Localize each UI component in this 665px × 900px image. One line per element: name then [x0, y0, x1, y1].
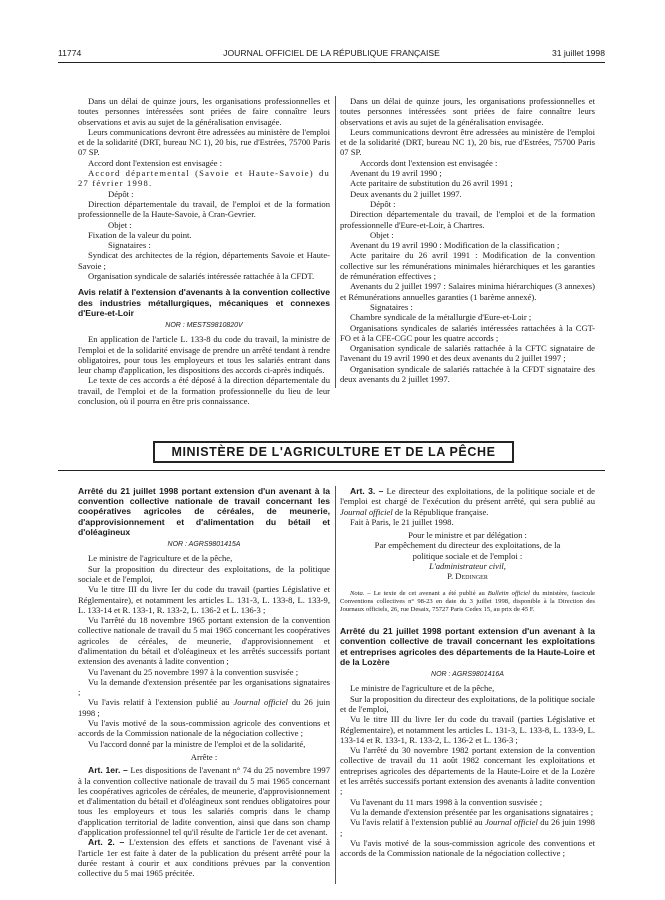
nor-reference: NOR : AGRS9801415A: [167, 541, 241, 549]
paragraph: Accord départemental (Savoie et Haute-Savoie) du 27 février 1998.: [78, 168, 330, 189]
paragraph: Vu l'accord donné par la ministre de l'emploi et de la solidarité,: [88, 738, 306, 749]
journal-name: Journal officiel: [340, 506, 393, 517]
paragraph: Leurs communications devront être adressées au ministère de l'emploi et de la solidarité (DRT, bureau NC 1), 20 bis, rue d'Estrées, 75700 Paris 07 SP.: [340, 126, 595, 158]
nor-reference: NOR : AGRS9801416A: [431, 671, 504, 679]
paragraph: Acte paritaire de substitution du 26 avril 1991 ;: [350, 178, 513, 189]
bottom-left-column: [78, 486, 330, 879]
text-span: du 26 juin 1998 ;: [78, 697, 330, 718]
signature-line: Pour le ministre et par délégation :: [408, 530, 527, 541]
ministry-banner: MINISTÈRE DE L'AGRICULTURE ET DE LA PÊCHE: [153, 441, 514, 463]
section-label: Dépôt :: [370, 198, 396, 209]
paragraph: Vu la demande d'extension présentée par les organisations signataires ;: [350, 806, 594, 817]
paragraph: Vu l'avenant du 11 mars 1998 à la convention susvisée ;: [350, 796, 543, 807]
paragraph: Syndicat des architectes de la région, départements Savoie et Haute-Savoie ;: [78, 250, 330, 271]
journal-name: Journal officiel: [233, 697, 288, 708]
paragraph: Direction départementale du travail, de l'emploi et de la formation professionnelle d'Eure-et-Loir, à Chartres.: [340, 209, 595, 230]
journal-name: Journal officiel: [484, 817, 538, 828]
paragraph: [78, 697, 330, 718]
section-label: Signataires :: [108, 240, 151, 251]
paragraph: Vu l'arrêté du 18 novembre 1965 portant extension de la convention collective nationale de travail du 5 mai 1965 concernant les coopératives agricoles de céréales, de meunerie, d'approvisionnement et d'alimentation du bétail et d'oléagineux et les arrêtés successifs portant extension des avenants à ladite convention ;: [78, 615, 330, 667]
notice-title: Avis relatif à l'extension d'avenants à la convention collective des industries métallurgiques, mécaniques et connexes d'Eure-et-Loir: [78, 287, 330, 318]
paragraph: Accord dont l'extension est envisagée :: [88, 157, 222, 168]
section-label: Accords dont l'extension est envisagée :: [360, 157, 498, 168]
text-span: Vu l'avis relatif à l'extension publié au: [88, 697, 230, 708]
paragraph: Leurs communications devront être adressées au ministère de l'emploi et de la solidarité (DRT, bureau NC 1), 20 bis, rue d'Estrées, 75700 Paris 07 SP.: [78, 126, 330, 158]
issue-date: 31 juillet 1998: [551, 48, 605, 58]
section-rule: [58, 470, 605, 471]
decree-title: Arrêté du 21 juillet 1998 portant extension d'un avenant à la convention collective de travail concernant les exploitations et entreprises agricoles des départements de la Haute-Loire et de la Lozère: [340, 626, 595, 667]
paragraph: Fixation de la valeur du point.: [88, 229, 192, 240]
paragraph: Avenant du 19 avril 1990 ;: [350, 168, 442, 179]
paragraph: Vu l'arrêté du 30 novembre 1982 portant extension de la convention collective de travail du 11 août 1982 concernant les exploitations et entreprises agricoles des départements de la Haute-Loire et de la Lozère et les arrêtés successifs portant extension des avenants à ladite convention ;: [340, 745, 595, 797]
section-label: Arrête :: [190, 751, 218, 762]
paragraph: Acte paritaire du 26 avril 1991 : Modification de la convention collective sur les rémunérations minimales hiérarchiques et les garanties de rémunération effectives ;: [340, 250, 595, 282]
text-span: de la République française.: [394, 506, 489, 517]
section-label: Signataires :: [370, 301, 413, 312]
article-text: L'extension des effets et sanctions de l'avenant visé à l'article 1er est faite à dater de la publication du présent arrêté pour la durée restant à courir et aux conditions prévues par la convention collective du 5 mai 1965 précitée.: [78, 837, 331, 879]
article-label: Art. 2. –: [88, 837, 125, 848]
paragraph: Vu le titre III du livre Ier du code du travail (parties Législative et Réglementaire), et notamment les articles L. 131-3, L. 133-8, L. 133-9, L. 133-14 et R. 133-1, R. 133-2, L. 136-2 et L. 136-3 ;: [340, 714, 595, 745]
paragraph: Vu l'avis motivé de la sous-commission agricole des conventions et accords de la Commission nationale de la négociation collective ;: [78, 718, 330, 739]
paragraph: Vu l'avis motivé de la sous-commission agricole des conventions et accords de la Commission nationale de la négociation collective ;: [340, 837, 595, 859]
paragraph: Vu la demande d'extension présentée par les organisations signataires ;: [78, 676, 330, 698]
text-span: du ministère, fascicule Conventions collectives n° 98-23 en date du 3 juillet 1998, disponible à la Direction des Journaux officiels, 26, rue Desaix, 75727 Paris Cedex 15, au prix de 45 F.: [340, 589, 595, 614]
paragraph: Avenants du 2 juillet 1997 : Salaires minima hiérarchiques (3 annexes) et Rémunérations annuelles garanties (1 barème annexé).: [340, 281, 595, 302]
paragraph: Organisation syndicale de salariés rattachée à la CFTC signataire de l'avenant du 19 avril 1990 et des deux avenants du 2 juillet 1997 ;: [340, 343, 595, 364]
bottom-right-column: [340, 486, 595, 858]
article-1: [78, 765, 330, 837]
paragraph: Le ministre de l'agriculture et de la pêche,: [350, 683, 495, 694]
page-number: 11774: [58, 48, 82, 58]
paragraph: Le texte de ces accords a été déposé à la direction départementale du travail, de l'emploi et de la formation professionnelle du lieu de leur conclusion, où il pourra en être pris connaissance.: [78, 375, 330, 407]
text-span: du 26 juin 1998 ;: [340, 817, 595, 838]
paragraph: Organisations syndicales de salariés intéressées rattachées à la CGT-FO et à la CFE-CGC pour les quatre accords ;: [340, 322, 595, 343]
page-header: [58, 48, 605, 62]
signature-title: L'administrateur civil,: [429, 561, 506, 572]
paragraph: Dans un délai de quinze jours, les organisations professionnelles et toutes personnes intéressées sont priées de faire connaître leurs observations et avis au sujet de la généralisation envisagée.: [340, 96, 595, 127]
article-text: Les dispositions de l'avenant n° 74 du 25 novembre 1997 à la convention collective nationale de travail du 5 mai 1965 concernant les coopératives agricoles de céréales, de meunerie, d'approvisionnement et d'alimentation du bétail et d'oléagineux sont rendues obligatoires pour tous les employeurs et tous les salariés compris dans le champ d'application territorial de ladite convention, ainsi que dans son champ d'application professionnel tel qu'il résulte de l'article 1er de cet avenant.: [78, 765, 330, 838]
paragraph: Vu le titre III du livre Ier du code du travail (parties Législative et Réglementaire), et notamment les articles L. 131-3, L. 133-8, L. 133-9, L. 133-14 et R. 133-1, R. 133-2, L. 136-2 et L. 136-3 ;: [78, 584, 330, 615]
bulletin-name: Bulletin officiel: [487, 589, 530, 597]
paragraph: Chambre syndicale de la métallurgie d'Eure-et-Loir ;: [350, 312, 532, 323]
column-divider: [335, 96, 336, 388]
text-span: Le directeur des exploitations, de la politique sociale et de l'emploi est chargé de l'exécution du présent arrêté, qui sera publié au: [340, 486, 595, 507]
header-rule: [58, 62, 605, 63]
text-span: Vu l'avis relatif à l'extension publié au: [350, 817, 483, 828]
signatory-name: P. Dedinger: [447, 571, 488, 582]
nota: [340, 590, 595, 615]
decree-title: Arrêté du 21 juillet 1998 portant extension d'un avenant à la convention collective nationale de travail concernant les coopératives agricoles de céréales, de meunerie, d'approvisionnement et d'alimentation du bétail et d'oléagineux: [78, 486, 330, 537]
journal-title: JOURNAL OFFICIEL DE LA RÉPUBLIQUE FRANÇAISE: [223, 48, 440, 58]
paragraph: [340, 817, 595, 838]
section-label: Objet :: [370, 229, 394, 240]
signature-line: Par empêchement du directeur des exploitations, de la politique sociale et de l'emploi :: [374, 540, 561, 561]
top-right-column: [340, 96, 595, 384]
paragraph: Direction départementale du travail, de l'emploi et de la formation professionnelle de la Haute-Savoie, à Cran-Gevrier.: [78, 198, 330, 220]
paragraph: Organisation syndicale de salariés intéressée rattachée à la CFDT.: [88, 271, 315, 282]
paragraph: Sur la proposition du directeur des exploitations, de la politique sociale et de l'emploi,: [340, 693, 595, 714]
paragraph: En application de l'article L. 133-8 du code du travail, la ministre de l'emploi et de la solidarité envisage de prendre un arrêté tendant à rendre obligatoires, pour tous les employeurs et tous les salariés entrant dans leur champ d'application, les dispositions des accords ci-après indiqués.: [78, 334, 330, 376]
place-date: Fait à Paris, le 21 juillet 1998.: [350, 516, 454, 527]
article-2: [78, 837, 330, 878]
paragraph: Dans un délai de quinze jours, les organisations professionnelles et toutes personnes intéressées sont priées de faire connaître leurs observations et avis au sujet de la généralisation envisagée.: [78, 96, 330, 127]
article-label: Art. 1er. –: [88, 765, 128, 776]
article-label: Art. 3. –: [350, 486, 384, 496]
column-divider: [335, 486, 336, 884]
paragraph: Le ministre de l'agriculture et de la pêche,: [88, 553, 233, 564]
paragraph: Vu l'avenant du 25 novembre 1997 à la convention susvisée ;: [88, 666, 299, 677]
paragraph: Sur la proposition du directeur des exploitations, de la politique sociale et de l'emploi,: [78, 563, 330, 584]
article-3: [340, 486, 595, 517]
paragraph: Organisation syndicale de salariés rattachée à la CFDT signataire des deux avenants du 2 juillet 1997.: [340, 363, 595, 385]
section-label: Objet :: [108, 219, 132, 230]
nor-reference: NOR : MESTS9810820V: [165, 321, 243, 329]
text-span: Le texte de cet avenant a été publié au: [373, 589, 485, 597]
paragraph: Avenant du 19 avril 1990 : Modification de la classification ;: [350, 240, 560, 251]
paragraph: Deux avenants du 2 juillet 1997.: [350, 188, 462, 199]
nota-label: Nota. –: [350, 589, 371, 597]
section-label: Dépôt :: [108, 188, 134, 199]
top-left-column: [78, 96, 330, 406]
